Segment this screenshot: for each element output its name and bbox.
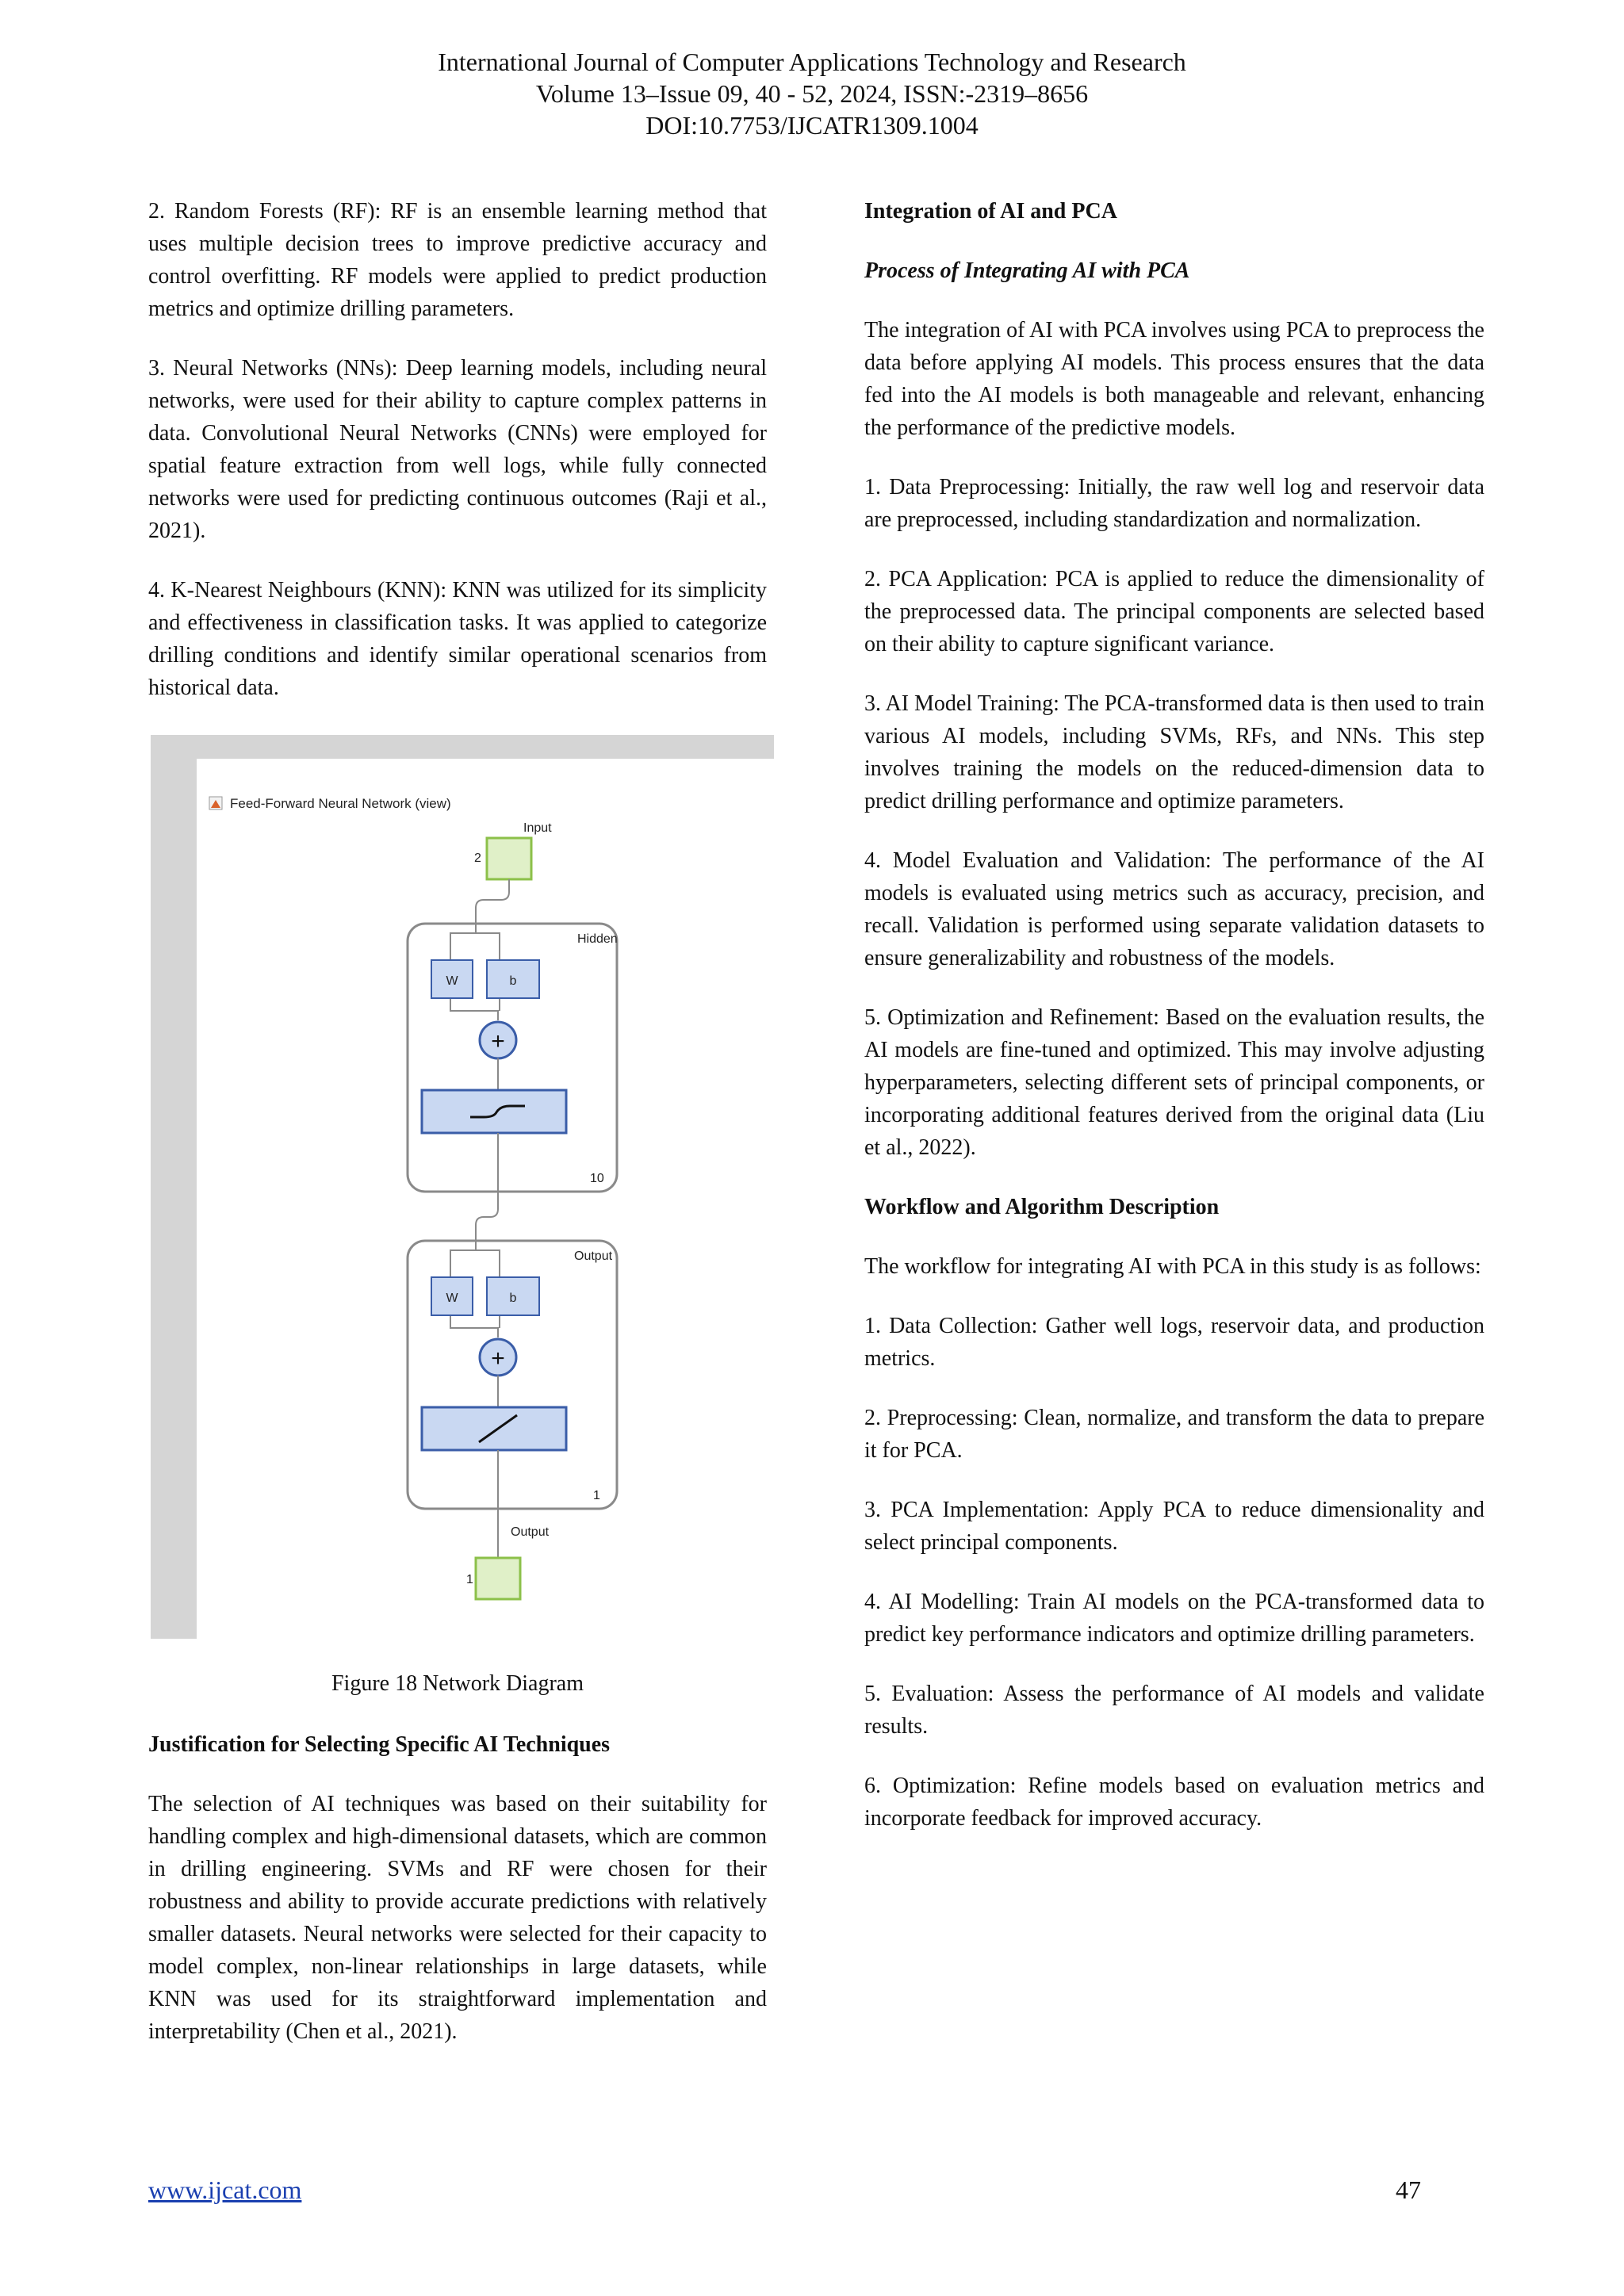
connector-hidden xyxy=(476,1192,498,1241)
figure-caption: Figure 18 Network Diagram xyxy=(331,1671,584,1696)
left-column xyxy=(148,195,767,731)
input-box xyxy=(487,838,531,879)
paragraph-optimization-step: 6. Optimization: Refine models based on evaluation metrics and incorporate feedback for improved accuracy. xyxy=(864,1774,1484,1831)
paragraph-data-collection: 1. Data Collection: Gather well logs, reservoir data, and production metrics. xyxy=(864,1314,1484,1371)
output-plus-sign: + xyxy=(491,1345,505,1372)
input-size: 2 xyxy=(474,851,481,865)
paragraph-knn: 4. K-Nearest Neighbours (KNN): KNN was utilized for its simplicity and effectiveness in classification tasks. It was applied to categorize drilling conditions and identify similar operational scenarios from historical data. xyxy=(148,578,767,700)
output-bias-label: b xyxy=(509,1292,517,1305)
subheading-process: Process of Integrating AI with PCA xyxy=(864,258,1190,283)
paragraph-model-training: 3. AI Model Training: The PCA-transformed data is then used to train various AI models, including SVMs, RFs, and NNs. This step involves training the models on the reduced-dimension data to predict drilling performance and optimize parameters. xyxy=(864,691,1484,813)
output-size: 1 xyxy=(466,1573,473,1586)
paragraph-ai-modelling: 4. AI Modelling: Train AI models on the PCA-transformed data to predict key performance indicators and optimize drilling parameters. xyxy=(864,1590,1484,1647)
paragraph-integration: The integration of AI with PCA involves using PCA to preprocess the data before applying AI models. This process ensures that the data fed into the AI models is both manageable and relevant, enhancing the performance of the predictive models. xyxy=(864,318,1484,440)
journal-doi: DOI:10.7753/IJCATR1309.1004 xyxy=(645,111,979,140)
paragraph-pca-application: 2. PCA Application: PCA is applied to reduce the dimensionality of the preprocessed data. The principal components are selected based on their ability to capture significant variance. xyxy=(864,567,1484,656)
paragraph-data-preprocessing: 1. Data Preprocessing: Initially, the raw well log and reservoir data are preprocessed, including standardization and normalization. xyxy=(864,475,1484,532)
output-layer-size: 1 xyxy=(593,1489,600,1502)
hidden-weight-label: W xyxy=(446,974,458,988)
network-diagram-figure xyxy=(151,735,774,1639)
heading-integration: Integration of AI and PCA xyxy=(864,199,1117,224)
paragraph-optimization: 5. Optimization and Refinement: Based on the evaluation results, the AI models are fine-tuned and optimized. This may involve adjusting hyperparameters, selecting different sets of principal components, or incorporating additional features derived from the original data (Liu et al., 2022). xyxy=(864,1005,1484,1160)
paragraph-pca-implementation: 3. PCA Implementation: Apply PCA to reduce dimensionality and select principal components. xyxy=(864,1498,1484,1555)
hidden-transfer-function-box xyxy=(422,1090,566,1133)
paragraph-workflow-intro: The workflow for integrating AI with PCA in this study is as follows: xyxy=(864,1254,1481,1279)
output-transfer-function-box xyxy=(422,1407,566,1450)
connector-input xyxy=(476,879,509,924)
output-layer-label: Output xyxy=(574,1249,613,1263)
output-weight-label: W xyxy=(446,1292,458,1305)
window-title: Feed-Forward Neural Network (view) xyxy=(230,796,451,811)
footer-website-link[interactable]: www.ijcat.com xyxy=(148,2175,302,2204)
output-label: Output xyxy=(511,1525,550,1539)
matlab-icon xyxy=(209,797,222,809)
paragraph-random-forests: 2. Random Forests (RF): RF is an ensemble learning method that uses multiple decision trees to improve predictive accuracy and control overfitting. RF models were applied to predict production metrics and optimize drilling parameters. xyxy=(148,199,767,321)
output-box xyxy=(476,1558,520,1599)
journal-title: International Journal of Computer Applications Technology and Research xyxy=(438,48,1186,76)
network-diagram xyxy=(197,759,774,1639)
hidden-bias-label: b xyxy=(509,974,517,988)
figure-window xyxy=(197,759,774,1639)
page-number: 47 xyxy=(1396,2175,1421,2204)
right-column xyxy=(864,195,1484,1862)
paragraph-evaluation: 5. Evaluation: Assess the performance of AI models and validate results. xyxy=(864,1682,1484,1739)
paragraph-neural-networks: 3. Neural Networks (NNs): Deep learning models, including neural networks, were used for their ability to capture complex patterns in data. Convolutional Neural Networks (CNNs) were employed for spatial feature extraction from well logs, while fully connected networks were used for predicting continuous outcomes (Raji et al., 2021). xyxy=(148,356,767,543)
paragraph-justification: The selection of AI techniques was based on their suitability for handling complex and high-dimensional datasets, which are common in drilling engineering. SVMs and RF were chosen for their robustness and ability to provide accurate predictions with relatively smaller datasets. Neural networks were selected for their capacity to model complex, non-linear relationships in large datasets, while KNN was used for its straightforward implementation and interpretability (Chen et al., 2021). xyxy=(148,1792,767,2044)
left-column-lower xyxy=(148,1728,767,2075)
hidden-size: 10 xyxy=(590,1172,604,1185)
heading-justification: Justification for Selecting Specific AI Techniques xyxy=(148,1732,611,1757)
hidden-plus-sign: + xyxy=(491,1028,505,1054)
journal-volume: Volume 13–Issue 09, 40 - 52, 2024, ISSN:-2319–8656 xyxy=(535,79,1089,108)
heading-workflow: Workflow and Algorithm Description xyxy=(864,1195,1220,1219)
paragraph-model-evaluation: 4. Model Evaluation and Validation: The performance of the AI models is evaluated using metrics such as accuracy, precision, and recall. Validation is performed using separate validation datasets to ensure generalizability and robustness of the models. xyxy=(864,848,1484,970)
hidden-label: Hidden xyxy=(577,932,618,946)
input-label: Input xyxy=(523,821,552,835)
paragraph-preprocessing: 2. Preprocessing: Clean, normalize, and transform the data to prepare it for PCA. xyxy=(864,1406,1484,1463)
